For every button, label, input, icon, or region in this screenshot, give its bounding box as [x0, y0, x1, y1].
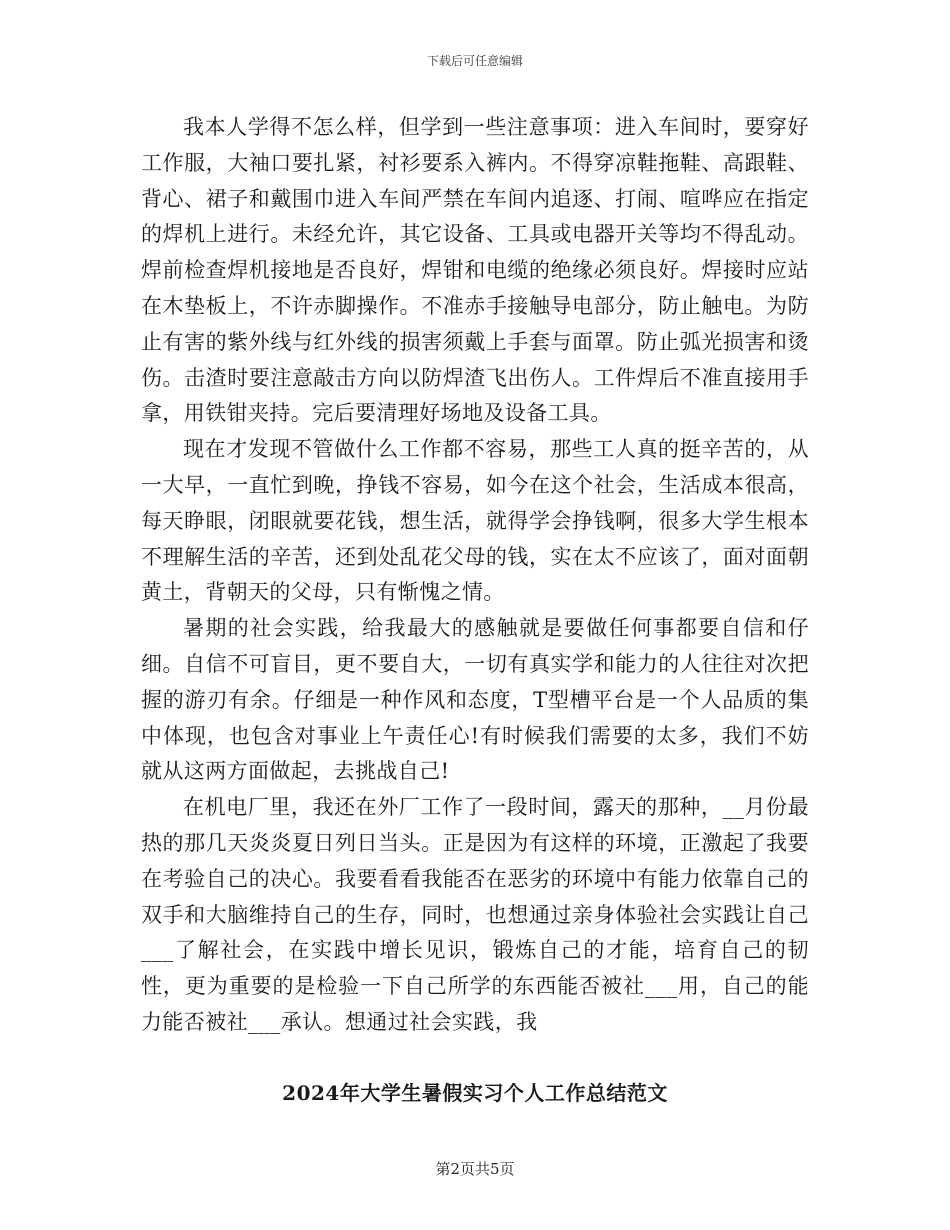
paragraph-outdoor-work: 在机电厂里，我还在外厂工作了一段时间，露天的那种，__月份最热的那几天炎炎夏日列日当头。正是因为有这样的环境，正激起了我要在考验自己的决心。我要看看我能否在恶劣的环境中有能力依靠自己的双手和大脑维持自己的生存，同时，也想通过亲身体验社会实践让自己___了解社会，在实践中增长见识，锻炼自己的才能，培育自己的韧性，更为重要的是检验一下自己所学的东西能否被社___用，自己的能力能否被社___承认。想通过社会实践，我 — [141, 795, 809, 1034]
page-footer-number: 第2页共5页 — [435, 1160, 515, 1178]
paragraph-confidence: 暑期的社会实践，给我最大的感触就是要做任何事都要自信和仔细。自信不可盲目，更不要自大，一切有真实学和能力的人往往对次把握的游刃有余。仔细是一种作风和态度，T型槽平台是一个人品质的集中体现，也包含对事业上午责任心!有时候我们需要的太多，我们不妨就从这两方面做起，去挑战自己! — [141, 616, 809, 784]
paragraph-hard-work: 现在才发现不管做什么工作都不容易，那些工人真的挺辛苦的，从一大早，一直忙到晚，挣钱不容易，如今在这个社会，生活成本很高，每天睁眼，闭眼就要花钱，想生活，就得学会挣钱啊，很多大学生根本不理解生活的辛苦，还到处乱花父母的钱，实在太不应该了，面对面朝黄土，背朝天的父母，只有惭愧之情。 — [141, 437, 809, 605]
paragraph-safety-rules: 我本人学得不怎么样，但学到一些注意事项：进入车间时，要穿好工作服，大袖口要扎紧，衬衫要系入裤内。不得穿凉鞋拖鞋、高跟鞋、背心、裙子和戴围巾进入车间严禁在车间内追逐、打闹、喧哗应在指定的焊机上进行。未经允许，其它设备、工具或电器开关等均不得乱动。焊前检查焊机接地是否良好，焊钳和电缆的绝缘必须良好。焊接时应站在木垫板上，不许赤脚操作。不准赤手接触导电部分，防止触电。为防止有害的紫外线与红外线的损害须戴上手套与面罩。防止弧光损害和烫伤。击渣时要注意敲击方向以防焊渣飞出伤人。工件焊后不准直接用手拿，用铁钳夹持。完后要清理好场地及设备工具。 — [141, 115, 809, 426]
document-body — [141, 110, 809, 1041]
document-title: 2024年大学生暑假实习个人工作总结范文 — [282, 1081, 668, 1105]
page-header-note: 下载后可任意编辑 — [426, 54, 523, 68]
